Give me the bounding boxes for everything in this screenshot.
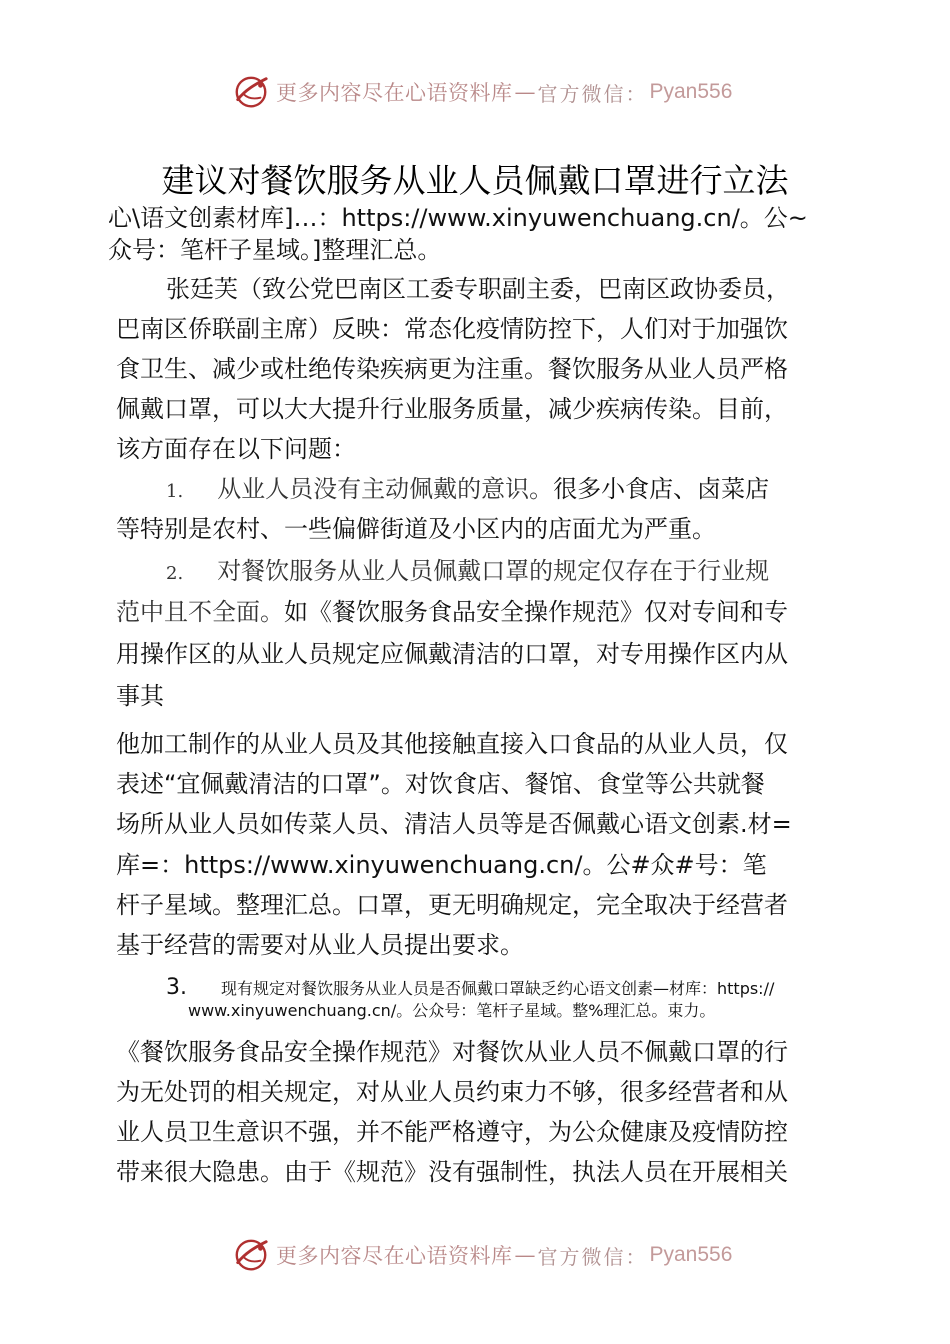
paragraph-line: 他加工制作的从业人员及其他接触直接入口食品的从业人员，仅 [116,730,788,758]
intro-line: 众号：笔杆子星域。]整理汇总。 [108,236,442,264]
paragraph-line: 张廷芙（致公党巴南区工委专职副主委，巴南区政协委员， [166,275,790,303]
paragraph-line: 带来很大隐患。由于《规范》没有强制性，执法人员在开展相关 [116,1158,788,1186]
banner-text: 更多内容尽在心语资料库 [276,1244,513,1268]
paragraph-line: 佩戴口罩，可以大大提升行业服务质量，减少疾病传染。目前， [116,395,788,423]
banner-wechat-label: 官方微信： [537,1244,648,1269]
list-item-text: 如《餐饮服务食品安全操作规范》仅对专间和专 [284,598,788,626]
list-item-1 [166,474,769,507]
document-title: 建议对餐饮服务从业人员佩戴口罩进行立法 [161,161,789,200]
paragraph-line: 《餐饮服务食品安全操作规范》对餐饮从业人员不佩戴口罩的行 [116,1038,788,1066]
list-item-serif-text: 对餐饮服务从业人员佩戴口罩的规定仅存在于行业规 [217,557,770,585]
paragraph-line: 该方面存在以下问题： [116,435,356,463]
banner-separator: — [514,80,536,104]
intro-line: 心\语文创素材库]…：https://www.xinyuwenchuang.cn/。公~ [108,204,808,232]
paragraph-line: 为无处罚的相关规定，对从业人员约束力不够，很多经营者和从 [116,1078,788,1106]
banner-wechat-label: 官方微信： [537,81,648,106]
list-item-text: 现有规定对餐饮服务从业人员是否佩戴口罩缺乏约心语文创素—材库：https:// [221,979,775,998]
banner-wechat-id: Pyan556 [649,1243,733,1266]
list-item-serif-text: 从业人员没有主动佩戴的意识。 [217,475,554,503]
brand-logo-icon [232,1236,270,1274]
paragraph-line: 用操作区的从业人员规定应佩戴清洁的口罩，对专用操作区内从 [116,640,788,668]
paragraph-line: www.xinyuwenchuang.cn/。公众号：笔杆子星域。整%理汇总。束力。 [188,1001,716,1020]
footer-banner [232,1235,732,1275]
brand-logo-icon [232,73,270,111]
paragraph-line: 表述“宜佩戴清洁的口罩”。对饮食店、餐馆、食堂等公共就餐 [116,770,765,798]
list-item-3 [166,971,774,1003]
paragraph-line: 库=：https://www.xinyuwenchuang.cn/。公#众#号：笔 [116,851,767,879]
paragraph-line [116,597,788,627]
paragraph-line: 等特别是农村、一些偏僻街道及小区内的店面尤为严重。 [116,515,716,543]
banner-text: 更多内容尽在心语资料库 [276,81,513,105]
header-banner [232,72,732,112]
paragraph-line: 杆子星域。整理汇总。口罩，更无明确规定，完全取决于经营者 [116,891,788,919]
paragraph-line: 基于经营的需要对从业人员提出要求。 [116,931,524,959]
paragraph-line: 食卫生、减少或杜绝传染疾病更为注重。餐饮服务从业人员严格 [116,355,788,383]
paragraph-line: 业人员卫生意识不强，并不能严格遵守，为公众健康及疫情防控 [116,1118,788,1146]
banner-separator: — [514,1243,536,1267]
list-item-serif-text: 范中且不全面。 [116,598,284,626]
paragraph-line: 事其 [116,682,164,710]
list-number: 1. [166,481,184,502]
list-number: 2. [166,563,184,584]
list-item-text: 很多小食店、卤菜店 [553,475,770,503]
banner-wechat-id: Pyan556 [649,80,733,103]
list-item-2 [166,556,769,589]
paragraph-line: 场所从业人员如传菜人员、清洁人员等是否佩戴心语文创素.材= [116,810,792,838]
paragraph-line: 巴南区侨联副主席）反映：常态化疫情防控下，人们对于加强饮 [116,315,788,343]
list-number: 3. [166,975,187,1000]
